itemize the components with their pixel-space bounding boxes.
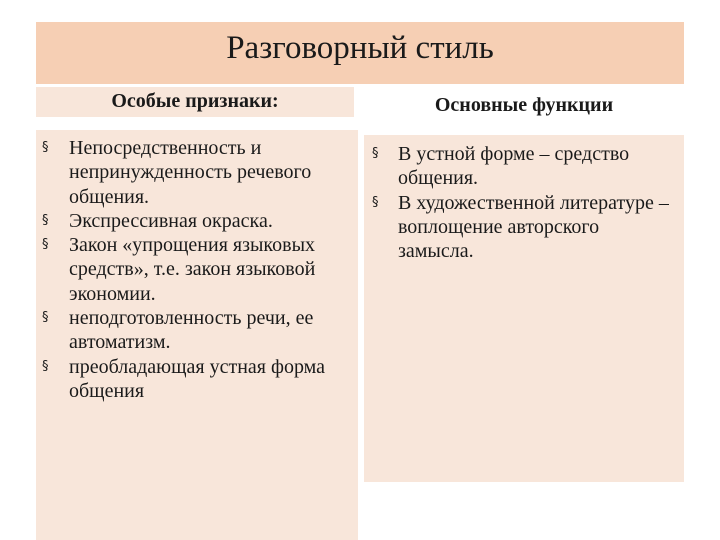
right-column-panel bbox=[364, 135, 684, 482]
bullet-icon: § bbox=[42, 212, 49, 228]
bullet-icon: § bbox=[42, 358, 49, 374]
list-item-text: неподготовленность речи, ее автоматизм. bbox=[69, 307, 314, 354]
list-item bbox=[36, 355, 354, 404]
bullet-icon: § bbox=[372, 194, 379, 210]
list-item-text: преобладающая устная форма общения bbox=[69, 355, 326, 402]
functions-list bbox=[364, 135, 684, 263]
bullet-icon: § bbox=[42, 310, 49, 326]
list-item bbox=[364, 142, 678, 191]
list-item bbox=[36, 209, 354, 233]
list-item-text: Непосредственность и непринужденность речевого общения. bbox=[69, 137, 312, 208]
list-item bbox=[36, 233, 354, 306]
slide-title: Разговорный стиль bbox=[226, 30, 494, 66]
list-item-text: Закон «упрощения языковых средств», т.е. закон языковой экономии. bbox=[69, 234, 316, 305]
list-item-text: В устной форме – средство общения. bbox=[398, 143, 630, 190]
bullet-icon: § bbox=[42, 237, 49, 253]
features-list bbox=[36, 130, 358, 403]
list-item bbox=[36, 306, 354, 355]
list-item-text: В художественной литературе – воплощение авторского замысла. bbox=[398, 191, 669, 263]
bullet-icon: § bbox=[42, 140, 49, 155]
bullet-icon: § bbox=[372, 146, 379, 161]
list-item bbox=[364, 191, 678, 264]
left-column-heading: Особые признаки: bbox=[111, 90, 279, 112]
list-item bbox=[36, 136, 354, 209]
left-column-panel bbox=[36, 130, 358, 540]
list-item-text: Экспрессивная окраска. bbox=[69, 209, 273, 232]
right-column-heading: Основные функции bbox=[434, 94, 614, 116]
